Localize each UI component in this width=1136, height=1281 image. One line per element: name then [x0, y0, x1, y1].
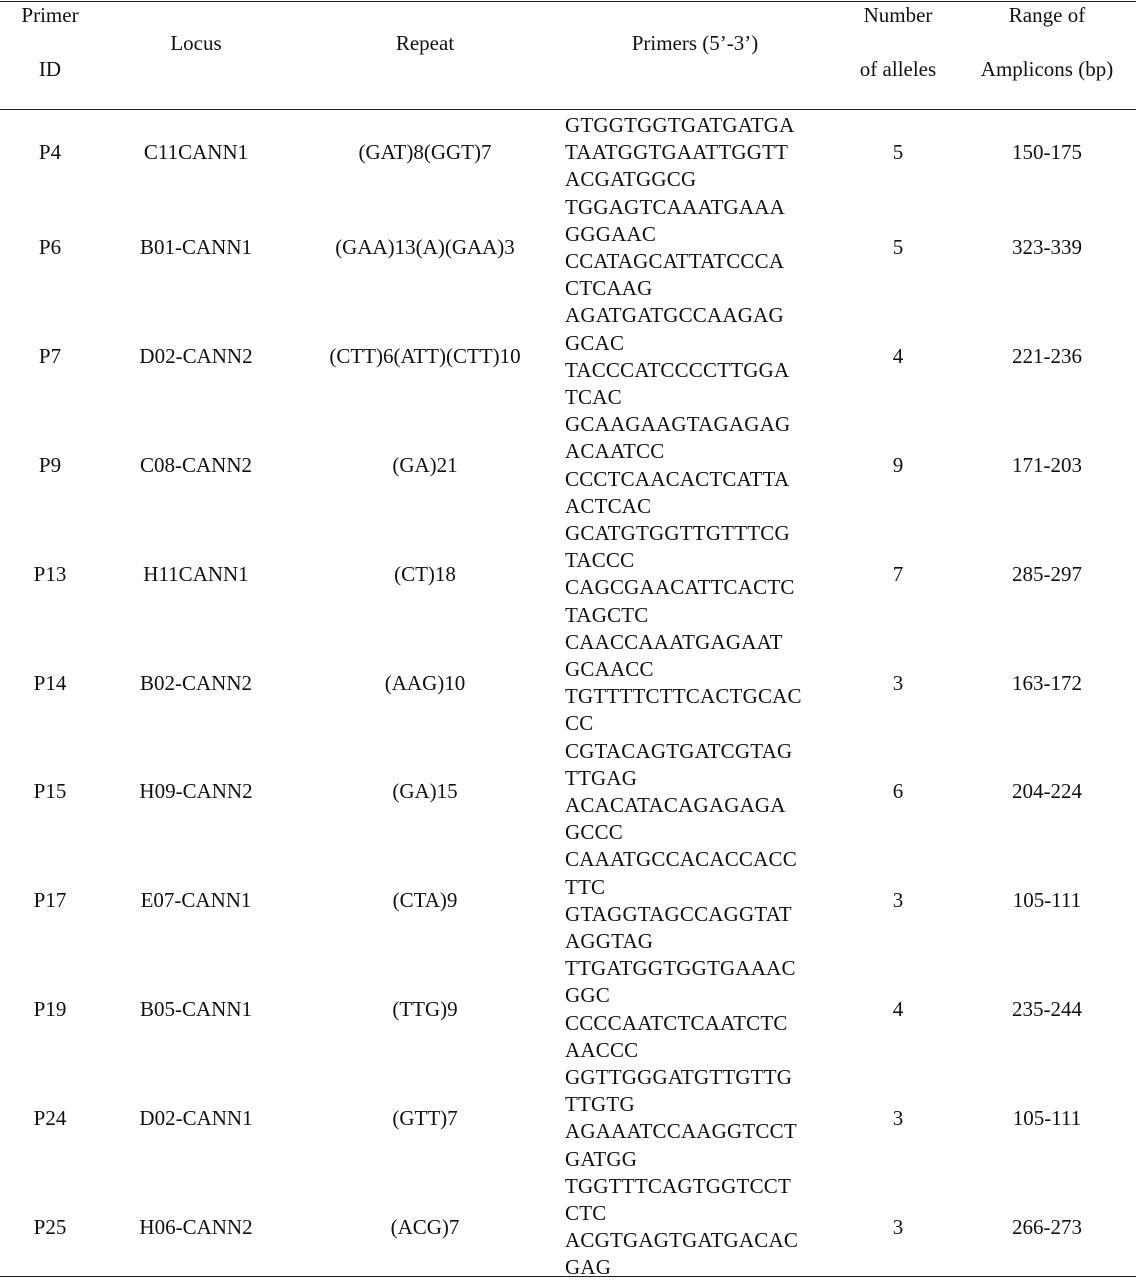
primer-id-cell: P25: [33, 1214, 67, 1239]
range-cell: 204-224: [1012, 779, 1082, 804]
primer-sequence-line: TACCC: [565, 548, 635, 573]
repeat-cell: (CTA)9: [392, 888, 458, 913]
header-number-of-alleles: Number of alleles: [859, 3, 937, 81]
range-cell: 235-244: [1012, 997, 1082, 1021]
primer-sequence-line: CAGCGAACATTCACTC: [565, 575, 795, 600]
locus-cell: C11CANN1: [143, 140, 249, 165]
header-amplicon-range: Range of Amplicons (bp): [980, 3, 1114, 81]
primer-sequence-line: GCCC: [565, 820, 623, 845]
primer-id-cell: P14: [33, 670, 67, 695]
header-primers: Primers (5’-3’): [631, 31, 759, 55]
alleles-cell: 5: [892, 140, 904, 165]
repeat-cell: (AAG)10: [384, 670, 466, 695]
locus-cell: D02-CANN2: [139, 344, 253, 369]
range-cell: 150-175: [1012, 140, 1082, 165]
primer-sequence-line: ACTCAC: [565, 493, 652, 518]
locus-cell: B05-CANN1: [139, 997, 252, 1021]
primer-sequence-line: TGGTTTCAGTGGTCCT: [565, 1173, 792, 1198]
primer-sequence-line: GGC: [565, 983, 610, 1008]
primer-sequence-line: TGGAGTCAAATGAAA: [565, 194, 785, 219]
locus-cell: B01-CANN1: [139, 235, 252, 260]
primer-sequence-line: GTGGTGGTGATGATGA: [565, 113, 795, 137]
header-rule: [0, 109, 1136, 110]
primer-sequence-line: AGATGATGCCAAGAG: [565, 303, 784, 328]
alleles-cell: 3: [892, 1214, 904, 1239]
primer-sequence-line: AGGTAG: [565, 929, 654, 953]
alleles-cell: 3: [892, 888, 904, 913]
header-primer-id: Primer ID: [21, 3, 79, 81]
primer-sequence-line: GAG: [565, 1255, 612, 1280]
primer-sequence-line: GCAAGAAGTAGAGAG: [565, 412, 791, 437]
primer-sequence-line: CCCCAATCTCAATCTC: [565, 1010, 788, 1035]
primer-sequence-line: TTC: [565, 874, 606, 899]
primer-id-cell: P6: [38, 235, 62, 260]
repeat-cell: (GTT)7: [392, 1105, 458, 1130]
primer-sequence-line: CCCTCAACACTCATTA: [565, 466, 790, 491]
primer-sequence-line: AGAAATCCAAGGTCCT: [565, 1119, 797, 1144]
primer-sequence-line: TTGAG: [565, 765, 638, 790]
primer-sequence-line: GCAC: [565, 330, 625, 355]
primer-sequence-line: CAACCAAATGAGAAT: [565, 629, 783, 654]
primer-sequence-line: GCATGTGGTTGTTTCG: [565, 521, 790, 545]
alleles-cell: 6: [892, 779, 904, 804]
primer-sequence-line: TTGTG: [565, 1092, 635, 1117]
primer-sequence-line: TCAC: [565, 385, 622, 409]
locus-cell: H09-CANN2: [139, 779, 253, 804]
primer-sequence-line: CCATAGCATTATCCCA: [565, 249, 785, 273]
primer-sequence-line: GGTTGGGATGTTGTTG: [565, 1065, 793, 1089]
primer-id-cell: P13: [33, 561, 67, 586]
primer-sequence-line: GATGG: [565, 1146, 638, 1171]
primer-id-cell: P15: [33, 779, 67, 804]
repeat-cell: (GA)21: [392, 453, 458, 477]
range-cell: 285-297: [1012, 561, 1082, 586]
primer-sequence-line: CC: [565, 711, 594, 736]
primer-sequence-line: TAATGGTGAATTGGTT: [565, 140, 789, 165]
primer-sequence-line: AACCC: [565, 1037, 639, 1062]
locus-cell: H11CANN1: [143, 561, 249, 586]
repeat-cell: (TTG)9: [392, 997, 458, 1021]
primer-sequence-line: TAGCTC: [565, 602, 649, 627]
primer-id-cell: P17: [33, 888, 67, 913]
primer-sequence-line: TTGATGGTGGTGAAAC: [565, 956, 796, 981]
primer-sequence-line: TGTTTTCTTCACTGCAC: [565, 684, 802, 709]
header-locus: Locus: [170, 31, 222, 55]
primer-sequence-line: GGGAAC: [565, 221, 657, 246]
header-repeat: Repeat: [395, 31, 455, 55]
range-cell: 266-273: [1012, 1214, 1082, 1239]
locus-cell: E07-CANN1: [140, 888, 252, 913]
repeat-cell: (CTT)6(ATT)(CTT)10: [329, 344, 521, 369]
locus-cell: C08-CANN2: [139, 453, 252, 477]
range-cell: 221-236: [1012, 344, 1082, 369]
primer-sequence-line: GTAGGTAGCCAGGTAT: [565, 901, 792, 926]
primer-sequence-line: ACAATCC: [565, 439, 665, 464]
primer-id-cell: P24: [33, 1105, 67, 1130]
alleles-cell: 7: [892, 561, 904, 586]
locus-cell: H06-CANN2: [139, 1214, 253, 1239]
repeat-cell: (GAT)8(GGT)7: [358, 140, 492, 165]
primer-id-cell: P9: [38, 453, 62, 477]
primer-sequence-line: CGTACAGTGATCGTAG: [565, 738, 793, 763]
locus-cell: D02-CANN1: [139, 1105, 253, 1130]
primer-sequence-line: TACCCATCCCCTTGGA: [565, 357, 790, 382]
primer-sequence-line: ACGATGGCG: [565, 167, 697, 192]
range-cell: 163-172: [1012, 670, 1082, 695]
repeat-cell: (GA)15: [392, 779, 458, 804]
repeat-cell: (ACG)7: [390, 1214, 460, 1239]
primer-sequence-line: GCAACC: [565, 657, 654, 681]
range-cell: 171-203: [1012, 453, 1082, 477]
repeat-cell: (GAA)13(A)(GAA)3: [335, 235, 515, 260]
alleles-cell: 3: [892, 1105, 904, 1130]
locus-cell: B02-CANN2: [139, 670, 252, 695]
primer-sequence-line: ACGTGAGTGATGACAC: [565, 1228, 799, 1253]
alleles-cell: 5: [892, 235, 904, 260]
alleles-cell: 9: [892, 453, 904, 477]
primer-id-cell: P7: [38, 344, 62, 369]
primer-sequence-line: CTC: [565, 1201, 607, 1225]
primer-sequence-line: ACACATACAGAGAGA: [565, 793, 786, 817]
primer-sequence-line: CTCAAG: [565, 276, 653, 301]
primer-id-cell: P19: [33, 997, 67, 1021]
alleles-cell: 3: [892, 670, 904, 695]
alleles-cell: 4: [892, 997, 904, 1021]
repeat-cell: (CT)18: [394, 561, 456, 586]
alleles-cell: 4: [892, 344, 904, 369]
primer-id-cell: P4: [38, 140, 62, 165]
range-cell: 105-111: [1012, 888, 1082, 913]
primer-sequence-line: CAAATGCCACACCACC: [565, 847, 797, 872]
range-cell: 105-111: [1012, 1105, 1082, 1130]
range-cell: 323-339: [1012, 235, 1082, 260]
